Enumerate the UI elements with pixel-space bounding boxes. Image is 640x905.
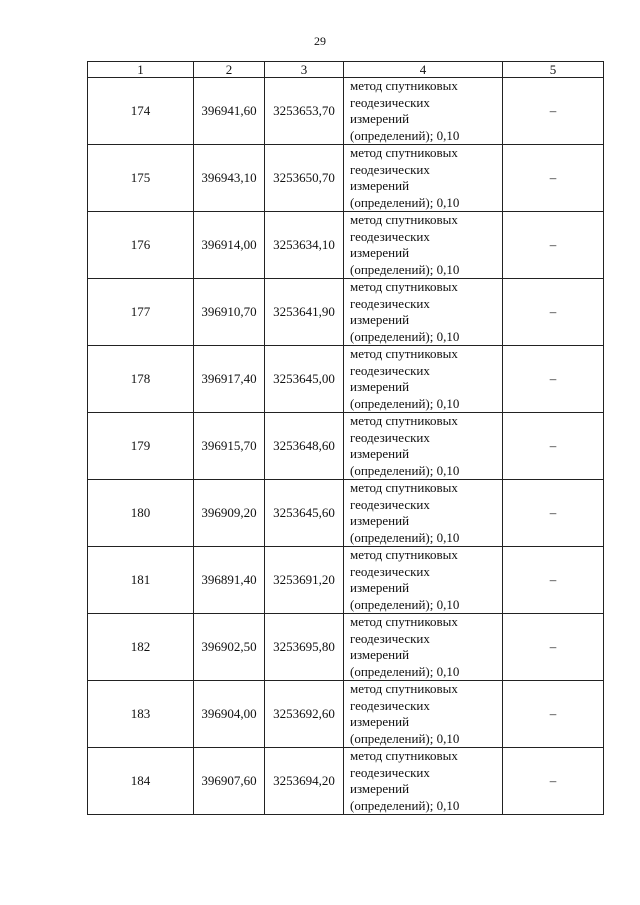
method-cell	[344, 78, 503, 145]
x-coordinate-cell: 396943,10	[194, 145, 265, 212]
method-cell	[344, 279, 503, 346]
y-coordinate-cell: 3253650,70	[265, 145, 344, 212]
table-row	[88, 480, 604, 547]
column-header: 2	[194, 62, 265, 78]
x-coordinate-cell: 396907,60	[194, 748, 265, 815]
method-cell	[344, 480, 503, 547]
method-text: метод спутниковых геодезических измерений (определений); 0,10	[350, 78, 460, 143]
column-header: 3	[265, 62, 344, 78]
method-cell	[344, 547, 503, 614]
y-coordinate-cell: 3253695,80	[265, 614, 344, 681]
y-coordinate-cell: 3253645,00	[265, 346, 344, 413]
note-cell: –	[503, 413, 604, 480]
table-row	[88, 78, 604, 145]
y-coordinate-cell: 3253634,10	[265, 212, 344, 279]
method-cell	[344, 346, 503, 413]
point-number-cell: 183	[88, 681, 194, 748]
table-row	[88, 212, 604, 279]
note-cell: –	[503, 78, 604, 145]
point-number-cell: 179	[88, 413, 194, 480]
y-coordinate-cell: 3253691,20	[265, 547, 344, 614]
method-text: метод спутниковых геодезических измерений (определений); 0,10	[350, 547, 460, 612]
column-header: 5	[503, 62, 604, 78]
method-cell	[344, 681, 503, 748]
point-number-cell: 177	[88, 279, 194, 346]
y-coordinate-cell: 3253648,60	[265, 413, 344, 480]
point-number-cell: 182	[88, 614, 194, 681]
method-text: метод спутниковых геодезических измерений (определений); 0,10	[350, 145, 460, 210]
y-coordinate-cell: 3253694,20	[265, 748, 344, 815]
y-coordinate-cell: 3253653,70	[265, 78, 344, 145]
table-row	[88, 614, 604, 681]
table-row	[88, 145, 604, 212]
method-cell	[344, 614, 503, 681]
x-coordinate-cell: 396914,00	[194, 212, 265, 279]
x-coordinate-cell: 396902,50	[194, 614, 265, 681]
coordinates-table	[87, 61, 604, 815]
note-cell: –	[503, 212, 604, 279]
method-text: метод спутниковых геодезических измерений (определений); 0,10	[350, 212, 460, 277]
point-number-cell: 175	[88, 145, 194, 212]
method-cell	[344, 212, 503, 279]
point-number-cell: 178	[88, 346, 194, 413]
method-cell	[344, 145, 503, 212]
method-cell	[344, 748, 503, 815]
page-number: 29	[314, 34, 326, 48]
point-number-cell: 184	[88, 748, 194, 815]
table-row	[88, 413, 604, 480]
method-cell	[344, 413, 503, 480]
method-text: метод спутниковых геодезических измерений (определений); 0,10	[350, 279, 460, 344]
table-row	[88, 346, 604, 413]
method-text: метод спутниковых геодезических измерений (определений); 0,10	[350, 413, 460, 478]
point-number-cell: 180	[88, 480, 194, 547]
note-cell: –	[503, 547, 604, 614]
method-text: метод спутниковых геодезических измерений (определений); 0,10	[350, 748, 460, 813]
x-coordinate-cell: 396909,20	[194, 480, 265, 547]
note-cell: –	[503, 748, 604, 815]
note-cell: –	[503, 145, 604, 212]
x-coordinate-cell: 396910,70	[194, 279, 265, 346]
table-row	[88, 681, 604, 748]
note-cell: –	[503, 480, 604, 547]
x-coordinate-cell: 396915,70	[194, 413, 265, 480]
note-cell: –	[503, 279, 604, 346]
y-coordinate-cell: 3253692,60	[265, 681, 344, 748]
y-coordinate-cell: 3253645,60	[265, 480, 344, 547]
point-number-cell: 174	[88, 78, 194, 145]
table-header-row	[88, 62, 604, 78]
point-number-cell: 181	[88, 547, 194, 614]
method-text: метод спутниковых геодезических измерений (определений); 0,10	[350, 346, 460, 411]
x-coordinate-cell: 396904,00	[194, 681, 265, 748]
y-coordinate-cell: 3253641,90	[265, 279, 344, 346]
method-text: метод спутниковых геодезических измерений (определений); 0,10	[350, 681, 460, 746]
column-header: 4	[344, 62, 503, 78]
table-row	[88, 279, 604, 346]
method-text: метод спутниковых геодезических измерений (определений); 0,10	[350, 480, 460, 545]
column-header: 1	[88, 62, 194, 78]
note-cell: –	[503, 614, 604, 681]
method-text: метод спутниковых геодезических измерений (определений); 0,10	[350, 614, 460, 679]
note-cell: –	[503, 346, 604, 413]
point-number-cell: 176	[88, 212, 194, 279]
table-row	[88, 547, 604, 614]
x-coordinate-cell: 396917,40	[194, 346, 265, 413]
x-coordinate-cell: 396941,60	[194, 78, 265, 145]
table-row	[88, 748, 604, 815]
note-cell: –	[503, 681, 604, 748]
x-coordinate-cell: 396891,40	[194, 547, 265, 614]
